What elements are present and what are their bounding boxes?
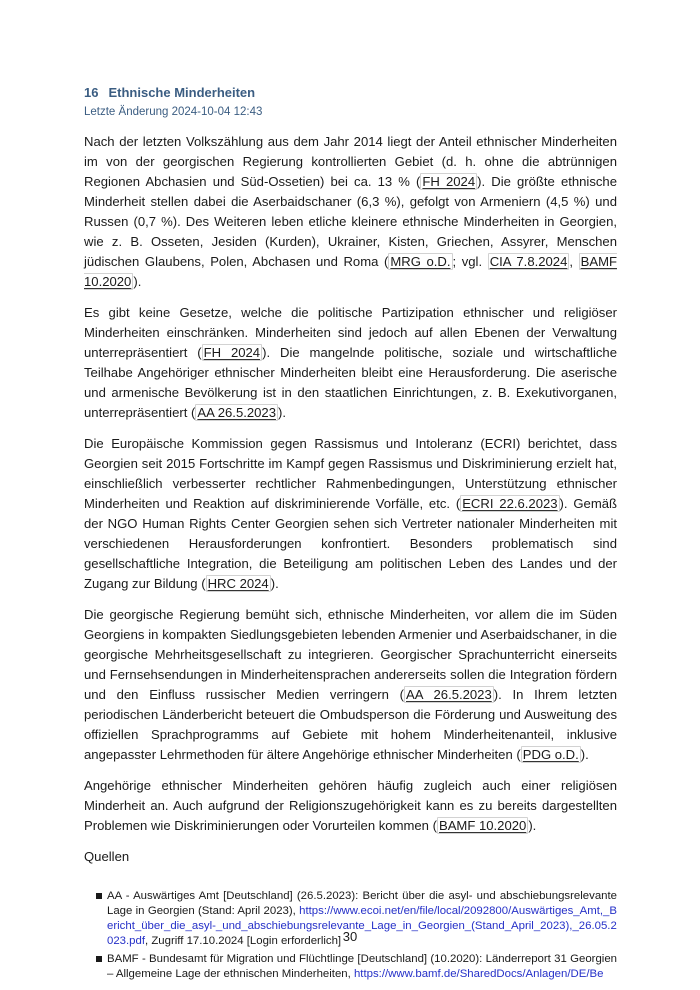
paragraph-text: , bbox=[569, 254, 579, 269]
paragraph-text: ). bbox=[270, 576, 279, 591]
source-item bbox=[96, 952, 617, 982]
source-text: AA - Auswärtiges Amt [Deutschland] (26.5.2023): Bericht über die asyl- und abschiebungsrelevante Lage in Georgien (Stand: April 2023), bbox=[107, 890, 617, 917]
last-change-date: Letzte Änderung 2024-10-04 12:43 bbox=[84, 106, 263, 118]
citation-link[interactable]: FH 2024 bbox=[422, 174, 476, 189]
paragraph bbox=[84, 605, 617, 765]
citation-link[interactable]: BAMF 10.2020 bbox=[84, 254, 617, 289]
source-text: BAMF - Bundesamt für Migration und Flüchtlinge [Deutschland] (10.2020): Länderreport 31 Georgien – Allgemeine Lage der ethnischen Minderheiten, bbox=[107, 953, 617, 980]
paragraph-text: ). bbox=[580, 747, 589, 762]
citation-link[interactable]: PDG o.D. bbox=[522, 747, 579, 762]
source-url-link[interactable]: https://www.bamf.de/SharedDocs/Anlagen/DE/Be bbox=[353, 968, 604, 980]
section-title: Ethnische Minderheiten bbox=[108, 85, 256, 100]
paragraph-text: ; vgl. bbox=[452, 254, 488, 269]
paragraph-text: ). Die mangelnde politische, soziale und wirtschaftliche Teilhabe Angehöriger ethnischer Minderheiten bleibt eine Herausforderung. Die aserische und armenische Bevölkerung ist in den staatlichen Einrichtungen, z. B. Exekutivorganen, unterrepräsentiert ( bbox=[84, 345, 617, 420]
citation-link[interactable]: MRG o.D. bbox=[390, 254, 451, 269]
citation-link[interactable]: ECRI 22.6.2023 bbox=[462, 496, 558, 511]
paragraph-text: ). In Ihrem letzten periodischen Länderbericht beteuert die Ombudsperson die Förderung und Ausweitung des offiziellen Sprachprogramms auf Gebiete mit hohem Minderheitenanteil, inklusive angepasster Lehrmethoden für ältere Angehörige ethnischer Minderheiten ( bbox=[84, 687, 617, 762]
citation-link[interactable]: HRC 2024 bbox=[207, 576, 269, 591]
paragraph-text: Angehörige ethnischer Minderheiten gehören häufig zugleich auch einer religiösen Minderheit an. Auch aufgrund der Religionszugehörigkeit kann es zu bereits dargestellten Problemen wie Diskriminierungen oder Vorurteilen kommen ( bbox=[84, 778, 617, 833]
paragraph-text: Nach der letzten Volkszählung aus dem Jahr 2014 liegt der Anteil ethnischer Minderheiten im von der georgischen Regierung kontrollierten Gebiet (d. h. ohne die abtrünnigen Regionen Abchasien und Süd-Ossetien) bei ca. 13 % ( bbox=[84, 134, 617, 189]
bullet-icon bbox=[96, 893, 102, 899]
paragraph-text: Die Europäische Kommission gegen Rassismus und Intoleranz (ECRI) berichtet, dass Georgien seit 2015 Fortschritte im Kampf gegen Rassismus und Diskriminierung erzielt hat, einschließlich verbesserter rechtlicher Rahmenbedingungen, Unterstützung ethnischer Minderheiten und Reaktion auf diskriminierende Vorfälle, etc. ( bbox=[84, 436, 617, 511]
paragraph-text: ). Gemäß der NGO Human Rights Center Georgien sehen sich Vertreter nationaler Minderheiten mit verschiedenen Herausforderungen konfrontiert. Besonders problematisch sind gesellschaftliche Integration, die Beteiligung am politischen Leben des Landes und der Zugang zur Bildung ( bbox=[84, 496, 618, 591]
body-text bbox=[84, 132, 617, 836]
document-page bbox=[84, 84, 617, 985]
paragraph bbox=[84, 776, 617, 836]
paragraph bbox=[84, 303, 617, 423]
source-access-note: , Zugriff 17.10.2024 [Login erforderlich] bbox=[145, 935, 342, 947]
section-number: 16 bbox=[84, 85, 99, 100]
paragraph bbox=[84, 132, 617, 292]
paragraph-text: ). bbox=[133, 274, 142, 289]
citation-link[interactable]: FH 2024 bbox=[203, 345, 261, 360]
paragraph-text: ). bbox=[278, 405, 286, 420]
paragraph-text: Die georgische Regierung bemüht sich, ethnische Minderheiten, vor allem die im Süden Georgiens in kompakten Siedlungsgebieten lebenden Armenier und Aserbaidschaner, in die georgische Mehrheitsgesellschaft zu integrieren. Georgischer Sprachunterricht einerseits und Fernsehsendungen in Minderheitensprachen andererseits sollen die Integration fördern und den Einfluss russischer Medien verringern ( bbox=[84, 607, 617, 702]
paragraph-text: ). bbox=[528, 818, 537, 833]
citation-link[interactable]: BAMF 10.2020 bbox=[438, 818, 527, 833]
page-number: 30 bbox=[342, 929, 358, 944]
paragraph bbox=[84, 434, 617, 594]
citation-link[interactable]: AA 26.5.2023 bbox=[197, 405, 276, 420]
citation-link[interactable]: CIA 7.8.2024 bbox=[489, 254, 568, 269]
paragraph-text: Es gibt keine Gesetze, welche die politische Partizipation ethnischer und religiöser Minderheiten einschränken. Minderheiten sind jedoch auf allen Ebenen der Verwaltung unterrepräsentiert ( bbox=[84, 305, 617, 360]
source-url-link[interactable]: https://www.ecoi.net/en/file/local/2092800/Auswärtiges_Amt,_Bericht_über_die_asyl-_und_abschiebungsrelevante_Lage_in_Georgien_(Stand_April_2023),_26.05.2023.pdf bbox=[107, 905, 617, 947]
bullet-icon bbox=[96, 956, 102, 962]
citation-link[interactable]: AA 26.5.2023 bbox=[406, 687, 492, 702]
paragraph-text: ). Die größte ethnische Minderheit stellen dabei die Aserbaidschaner (6,3 %), gefolgt von Armeniern (4,5 %) und Russen (0,7 %). Des Weiteren leben etliche kleinere ethnische Minderheiten in Georgien, wie z. B. Osseten, Jesiden (Kurden), Ukrainer, Kisten, Griechen, Assyrer, Menschen jüdischen Glaubens, Polen, Abchasen und Roma ( bbox=[84, 174, 617, 269]
sources-heading: Quellen bbox=[84, 849, 130, 864]
section-heading bbox=[84, 84, 617, 102]
